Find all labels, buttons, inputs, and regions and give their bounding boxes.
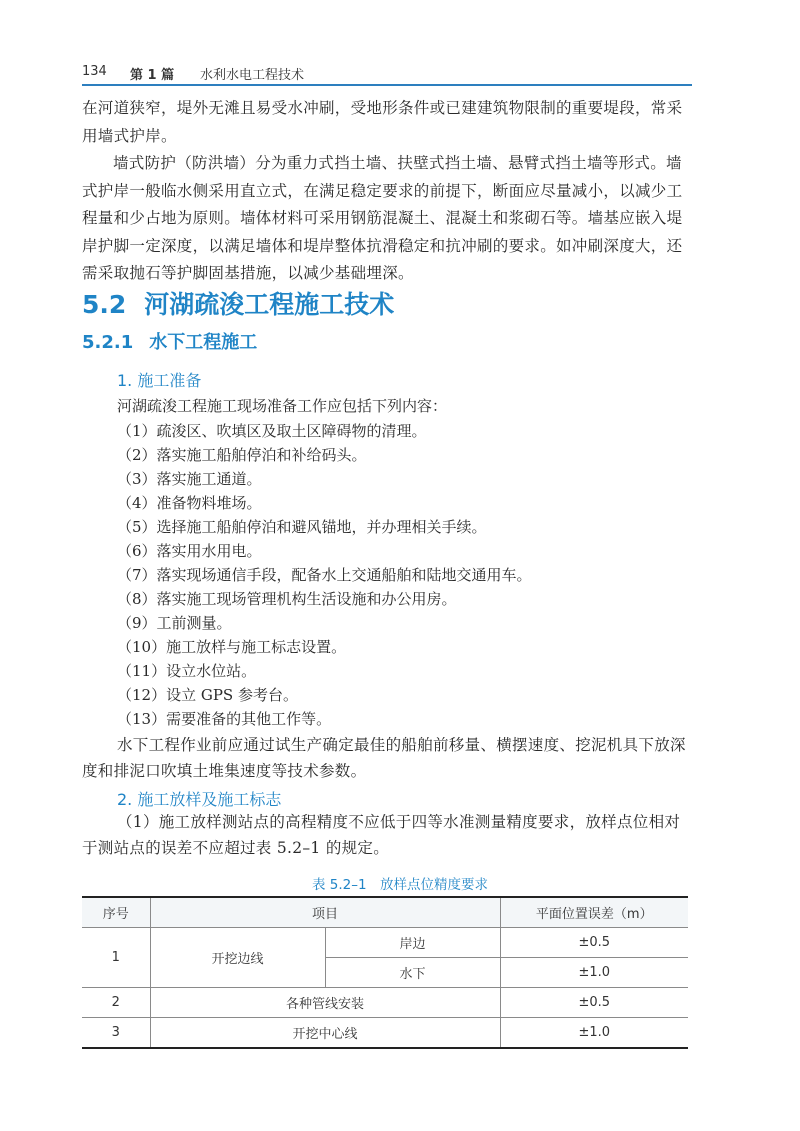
subsection-number: 5.2.1 (82, 332, 134, 353)
table-caption: 表 5.2–1 放样点位精度要求 (311, 877, 489, 893)
section-title: 河湖疏浚工程施工技术 (144, 290, 395, 319)
cell-subitem: 水下 (325, 958, 500, 988)
list-item: （7）落实现场通信手段，配备水上交通船舶和陆地交通用车。 (117, 566, 532, 584)
item2-heading: 2. 施工放样及施工标志 (117, 790, 282, 809)
list-item: （1）疏浚区、吹填区及取土区障碍物的清理。 (117, 422, 427, 440)
table-row (82, 1018, 688, 1049)
cell-item: 开挖边线 (150, 928, 325, 988)
page-number: 134 (82, 64, 107, 79)
header-item: 项目 (150, 897, 500, 928)
table-row (82, 928, 688, 958)
cell-seq: 1 (82, 928, 150, 988)
list-item: （13）需要准备的其他工作等。 (117, 710, 332, 728)
list-item: （10）施工放样与施工标志设置。 (117, 638, 347, 656)
cell-subitem: 岸边 (325, 928, 500, 958)
header-error: 平面位置误差（m） (500, 897, 688, 928)
running-header (82, 60, 692, 84)
header-seq: 序号 (82, 897, 150, 928)
section-heading (82, 285, 394, 321)
list-item: （2）落实施工船舶停泊和补给码头。 (117, 446, 367, 464)
intro-paragraph-1: 在河道狭窄，堤外无滩且易受水冲刷，受地形条件或已建建筑物限制的重要堤段，常采用墙式护岸。 (82, 99, 683, 145)
part-title: 水利水电工程技术 (200, 68, 305, 83)
part-label: 第 1 篇 (130, 68, 175, 83)
cell-item: 开挖中心线 (150, 1018, 500, 1049)
cell-seq: 3 (82, 1018, 150, 1049)
subsection-heading (82, 328, 257, 354)
item1-heading: 1. 施工准备 (117, 371, 202, 390)
table-row (82, 988, 688, 1018)
list-item: （8）落实施工现场管理机构生活设施和办公用房。 (117, 590, 457, 608)
list-item: （5）选择施工船舶停泊和避风锚地，并办理相关手续。 (117, 518, 487, 536)
subsection-title: 水下工程施工 (149, 332, 258, 353)
cell-item: 各种管线安装 (150, 988, 500, 1018)
intro-paragraph-2: 墙式防护（防洪墙）分为重力式挡土墙、扶壁式挡土墙、悬臂式挡土墙等形式。墙式护岸一般临水侧采用直立式，在满足稳定要求的前提下，断面应尽量减小，以减少工程量和少占地为原则。墙体材料可采用钢筋混凝土、混凝土和浆砌石等。墙基应嵌入堤岸护脚一定深度，以满足墙体和堤岸整体抗滑稳定和抗冲刷的要求。如冲刷深度大，还需采取抛石等护脚固基措施，以减少基础埋深。 (82, 154, 683, 282)
list-item: （12）设立 GPS 参考台。 (117, 686, 298, 704)
accuracy-table (82, 896, 688, 1049)
header-rule (82, 84, 692, 86)
section-number: 5.2 (82, 290, 127, 319)
cell-seq: 2 (82, 988, 150, 1018)
item1-closing-paragraph: 水下工程作业前应通过试生产确定最佳的船舶前移量、横摆速度、挖泥机具下放深度和排泥口吹填土堆集速度等技术参数。 (82, 736, 686, 780)
list-item: （6）落实用水用电。 (117, 542, 262, 560)
list-item: （11）设立水位站。 (117, 662, 257, 680)
item2-paragraph-1: （1）施工放样测站点的高程精度不应低于四等水准测量精度要求，放样点位相对于测站点的误差不应超过表 5.2–1 的规定。 (82, 813, 681, 857)
cell-error: ±0.5 (500, 988, 688, 1018)
list-item: （4）准备物料堆场。 (117, 494, 262, 512)
list-item: （3）落实施工通道。 (117, 470, 262, 488)
cell-error: ±1.0 (500, 1018, 688, 1049)
table-header-row (82, 897, 688, 928)
cell-error: ±0.5 (500, 928, 688, 958)
list-item: （9）工前测量。 (117, 614, 232, 632)
cell-error: ±1.0 (500, 958, 688, 988)
item1-lead: 河湖疏浚工程施工现场准备工作应包括下列内容： (117, 397, 448, 415)
